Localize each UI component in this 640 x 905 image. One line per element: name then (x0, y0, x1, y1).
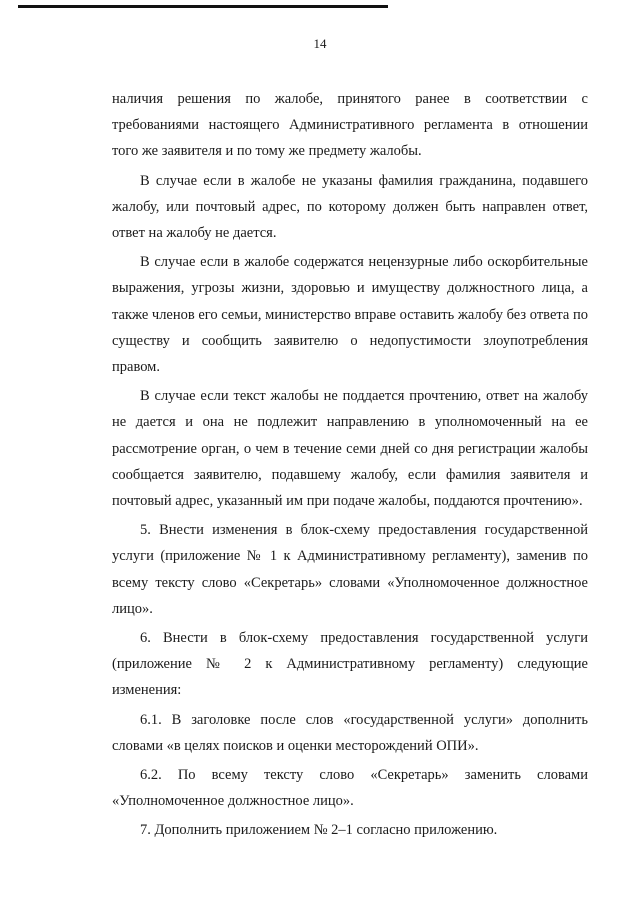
paragraph-item-6-2: 6.2. По всему тексту слово «Секретарь» заменить словами «Уполномоченное должностное лицо». (112, 767, 588, 810)
top-rule (18, 5, 388, 8)
page-number: 14 (313, 36, 327, 51)
document-body (112, 86, 588, 847)
paragraph-unreadable-text: В случае если текст жалобы не поддается прочтению, ответ на жалобу не дается и она не подлежит направлению в уполномоченный на ее рассмотрение орган, о чем в течение семи дней со дня регистрации жалобы сообщается заявителю, подавшему жалобу, если фамилия заявителя и почтовый адрес, указанный им при подаче жалобы, поддаются прочтению». (112, 388, 588, 510)
paragraph-item-7: 7. Дополнить приложением № 2–1 согласно приложению. (140, 822, 498, 839)
paragraph-offensive-content: В случае если в жалобе содержатся нецензурные либо оскорбительные выражения, угрозы жизни, здоровью и имуществу должностного лица, а также членов его семьи, министерство вправе оставить жалобу без ответа по существу и сообщить заявителю о недопустимости злоупотребления правом. (112, 254, 588, 376)
paragraph-no-surname: В случае если в жалобе не указаны фамилия гражданина, подавшего жалобу, или почтовый адрес, по которому должен быть направлен ответ, ответ на жалобу не дается. (112, 172, 588, 242)
paragraph-continuation: наличия решения по жалобе, принятого ранее в соответствии с требованиями настоящего Административного регламента в отношении того же заявителя и по тому же предмету жалобы. (112, 91, 588, 160)
paragraph-item-6: 6. Внести в блок-схему предоставления государственной услуги (приложение № 2 к Административному регламенту) следующие изменения: (112, 630, 588, 699)
paragraph-item-5: 5. Внести изменения в блок-схему предоставления государственной услуги (приложение № 1 к Административному регламенту), заменив по всему тексту слово «Секретарь» словами «Уполномоченное должностное лицо». (112, 522, 588, 617)
paragraph-item-6-1: 6.1. В заголовке после слов «государственной услуги» дополнить словами «в целях поисков и оценки месторождений ОПИ». (112, 711, 588, 754)
